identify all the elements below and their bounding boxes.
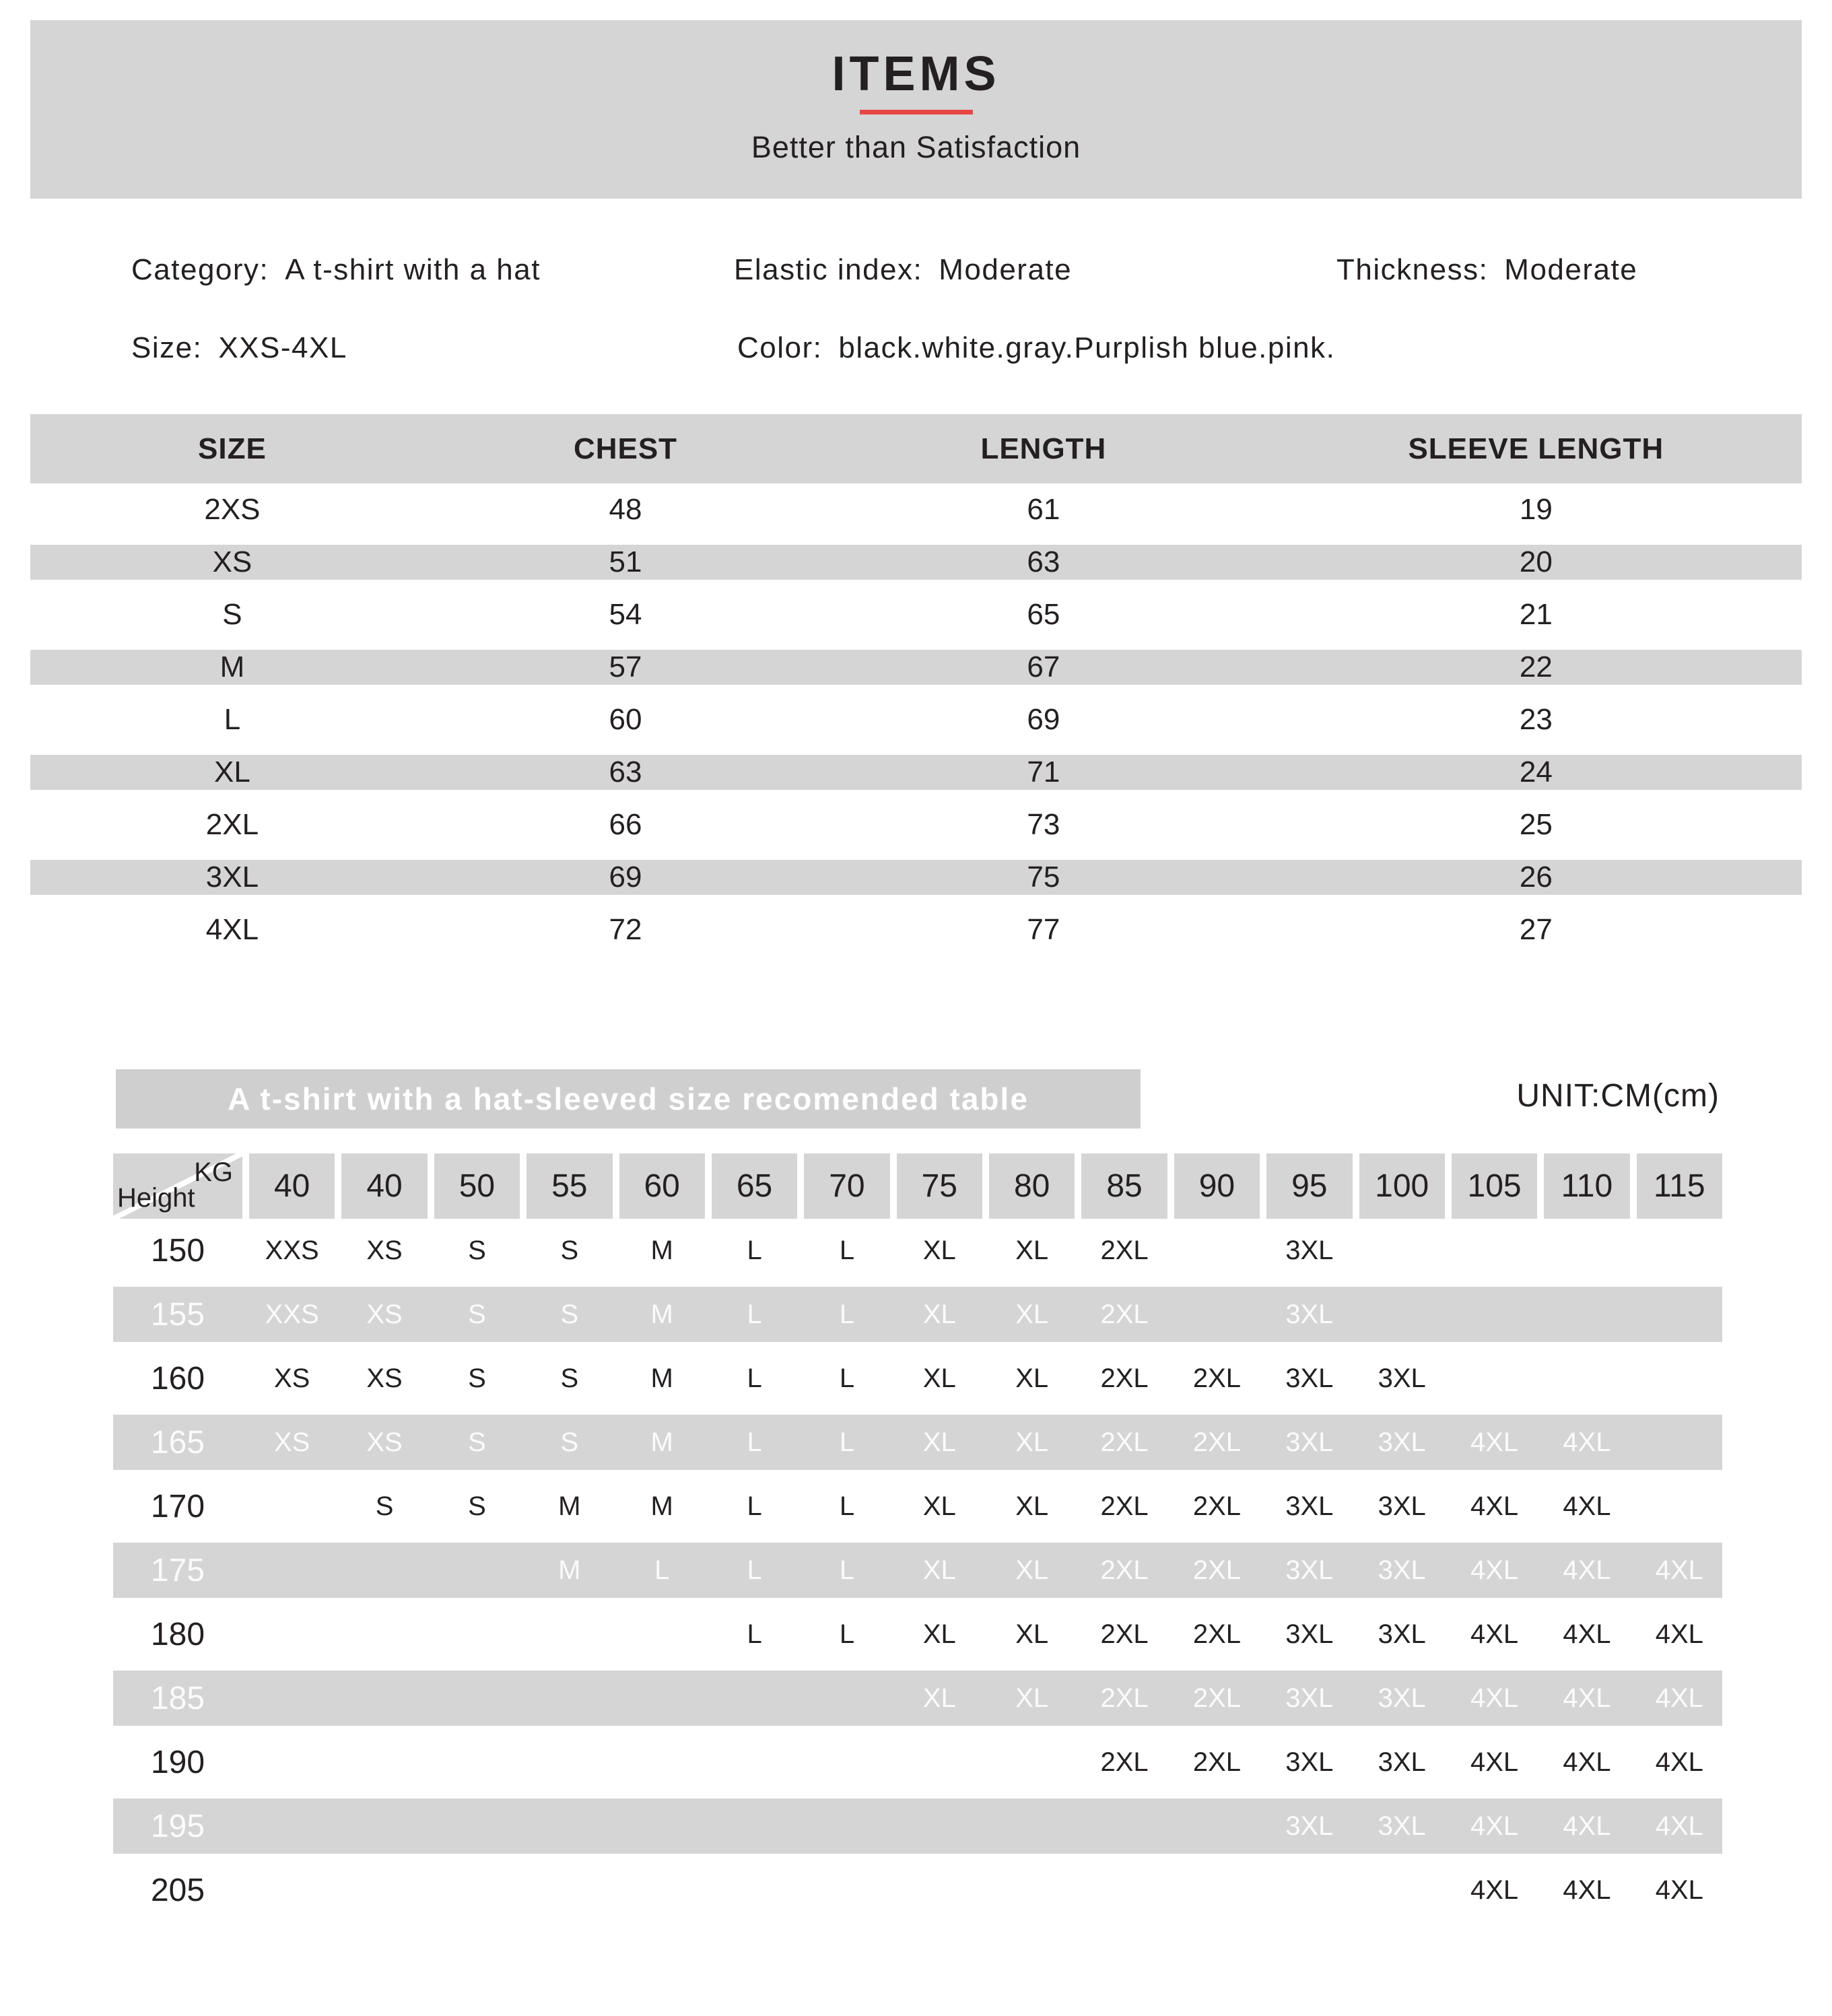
recommend-size-cell: S <box>468 1491 486 1521</box>
size-table-row <box>30 851 1802 904</box>
recommend-size-cell: 2XL <box>1100 1619 1149 1649</box>
recommend-size-cell: 2XL <box>1100 1364 1149 1393</box>
recommend-size-cell <box>1544 1347 1629 1411</box>
recommend-size-cell: 3XL <box>1378 1811 1426 1841</box>
recommend-size-cell: XL <box>1015 1619 1049 1649</box>
recommend-size-cell: M <box>650 1364 673 1393</box>
recommend-size-cell: S <box>560 1236 579 1265</box>
recommend-size-cell: 2XL <box>1192 1747 1242 1777</box>
recommend-size-cell: S <box>560 1299 579 1329</box>
recommend-size-cell <box>804 1858 889 1922</box>
recommend-size-cell: 4XL <box>1655 1747 1703 1777</box>
height-cell: 195 <box>150 1808 205 1844</box>
recommend-size-cell: XL <box>1015 1491 1049 1521</box>
info-size <box>131 331 347 365</box>
recommend-size-cell <box>619 1603 705 1667</box>
recommend-size-cell: 4XL <box>1563 1875 1611 1905</box>
size-table-col-chest: CHEST <box>573 432 678 465</box>
recommend-size-cell <box>1174 1287 1260 1342</box>
info-thickness-label: Thickness: <box>1336 253 1489 286</box>
recommend-size-cell <box>712 1799 797 1854</box>
recommend-size-cell: 3XL <box>1285 1555 1334 1585</box>
recommend-size-cell: 3XL <box>1285 1811 1334 1841</box>
recommend-size-cell: 4XL <box>1563 1747 1611 1777</box>
recommend-size-cell: 3XL <box>1378 1555 1426 1585</box>
recommend-size-cell: 4XL <box>1655 1875 1703 1905</box>
recommend-size-cell <box>619 1858 705 1922</box>
recommend-table-row <box>113 1283 1722 1347</box>
weight-header-cell: 75 <box>897 1153 982 1219</box>
recommend-size-cell <box>434 1799 520 1854</box>
size-table-col-length: LENGTH <box>980 432 1107 465</box>
size-table-cell: 3XL <box>205 861 259 894</box>
size-table-cell: 66 <box>609 808 642 841</box>
recommend-size-cell <box>712 1858 797 1922</box>
recommend-size-cell: 4XL <box>1563 1683 1611 1713</box>
size-table-cell: 25 <box>1519 808 1553 841</box>
size-table-cell: XS <box>212 545 252 578</box>
recommend-size-cell: XL <box>922 1491 956 1521</box>
size-table-col-size: SIZE <box>198 432 267 465</box>
recommend-size-cell: 2XL <box>1192 1555 1242 1585</box>
recommend-size-cell: XL <box>1015 1364 1049 1393</box>
recommend-size-cell <box>341 1799 427 1854</box>
recommend-size-cell: 3XL <box>1285 1619 1334 1649</box>
recommend-table-row <box>113 1219 1722 1283</box>
recommend-size-cell <box>1359 1858 1445 1922</box>
weight-header-cell: 115 <box>1637 1153 1722 1219</box>
height-cell: 150 <box>150 1233 205 1269</box>
recommend-size-cell: 2XL <box>1100 1747 1149 1777</box>
size-table-col-sleeve: SLEEVE LENGTH <box>1408 432 1664 465</box>
recommend-size-cell <box>897 1799 982 1854</box>
recommend-size-cell <box>341 1603 427 1667</box>
size-table-cell: 73 <box>1027 808 1060 841</box>
weight-header-cell: 105 <box>1452 1153 1537 1219</box>
recommend-size-cell: XL <box>1015 1236 1049 1265</box>
size-table-row <box>30 589 1802 641</box>
recommend-size-cell: 2XL <box>1192 1364 1242 1393</box>
recommend-size-cell: 4XL <box>1470 1683 1519 1713</box>
recommend-size-cell: S <box>468 1364 486 1393</box>
recommend-size-cell: M <box>650 1299 673 1329</box>
recommend-size-cell <box>1359 1287 1445 1342</box>
recommend-size-cell: M <box>650 1236 673 1265</box>
size-table-cell: 71 <box>1027 755 1060 788</box>
size-table-header <box>30 414 1802 483</box>
recommend-size-cell: XXS <box>265 1299 319 1329</box>
size-table-cell: 61 <box>1027 493 1060 526</box>
size-table-body <box>30 483 1802 956</box>
weight-header-cell: 65 <box>712 1153 797 1219</box>
recommend-size-cell <box>1637 1219 1722 1283</box>
weight-header-cell: 80 <box>989 1153 1075 1219</box>
recommend-size-cell: XS <box>366 1364 403 1393</box>
title-underline <box>860 110 973 114</box>
recommend-table-row <box>113 1667 1722 1731</box>
recommend-size-cell <box>1081 1858 1167 1922</box>
recommend-size-cell: 3XL <box>1378 1427 1426 1457</box>
recommend-size-cell <box>1637 1347 1722 1411</box>
recommend-size-cell <box>249 1475 335 1539</box>
recommend-size-cell <box>989 1799 1075 1854</box>
size-table-cell: 60 <box>609 703 642 736</box>
hero-banner <box>30 20 1802 199</box>
recommend-size-cell <box>341 1543 427 1598</box>
recommend-size-cell <box>1359 1219 1445 1283</box>
recommend-size-cell <box>341 1731 427 1794</box>
recommend-size-cell: 2XL <box>1100 1236 1149 1265</box>
recommend-size-cell <box>1637 1415 1722 1470</box>
info-size-value: XXS-4XL <box>218 331 347 364</box>
size-table-cell: 67 <box>1027 650 1060 683</box>
recommend-size-cell <box>1174 1799 1260 1854</box>
size-table-cell: 65 <box>1027 598 1060 631</box>
size-table-cell: 2XS <box>204 493 261 526</box>
recommend-table-row <box>113 1475 1722 1539</box>
size-table-row <box>30 746 1802 799</box>
recommend-size-cell: M <box>558 1555 581 1585</box>
size-table-row <box>30 536 1802 589</box>
size-table-cell: 48 <box>609 493 642 526</box>
recommend-size-cell: L <box>839 1299 855 1329</box>
size-table-cell: 51 <box>609 545 642 578</box>
recommend-size-cell: 2XL <box>1100 1491 1149 1521</box>
info-thickness-value: Moderate <box>1504 253 1638 286</box>
recommend-table-row <box>113 1411 1722 1475</box>
size-table-cell: 75 <box>1027 861 1060 894</box>
recommend-table-title: A t-shirt with a hat-sleeved size recomended table <box>228 1081 1029 1116</box>
size-table <box>30 414 1802 956</box>
recommend-table-body <box>113 1219 1722 1922</box>
recommend-size-cell: L <box>839 1427 855 1457</box>
recommend-size-cell <box>249 1543 335 1598</box>
recommend-size-cell <box>249 1799 335 1854</box>
recommend-size-cell: S <box>375 1491 394 1521</box>
size-table-cell: 23 <box>1519 703 1553 736</box>
page-subtitle: Better than Satisfaction <box>751 130 1081 164</box>
size-table-cell: 19 <box>1519 493 1553 526</box>
recommend-size-cell <box>341 1671 427 1726</box>
size-table-cell: 72 <box>609 913 642 946</box>
size-table-cell: 63 <box>1027 545 1060 578</box>
recommend-size-cell <box>712 1671 797 1726</box>
recommend-table-row <box>113 1794 1722 1858</box>
weight-header-cell: 90 <box>1174 1153 1260 1219</box>
recommend-size-cell <box>1452 1219 1537 1283</box>
recommend-size-cell <box>434 1731 520 1794</box>
recommend-table-row <box>113 1603 1722 1667</box>
size-table-cell: XL <box>214 755 250 788</box>
recommend-size-cell: L <box>839 1619 855 1649</box>
recommend-size-cell <box>804 1731 889 1794</box>
height-cell: 180 <box>150 1617 205 1652</box>
recommend-size-cell <box>527 1858 612 1922</box>
recommend-size-cell <box>527 1603 612 1667</box>
recommend-size-cell: XL <box>1015 1299 1049 1329</box>
recommend-size-cell <box>341 1858 427 1922</box>
recommend-size-cell: 3XL <box>1378 1619 1426 1649</box>
recommend-size-cell: 4XL <box>1470 1427 1519 1457</box>
recommend-size-cell: XL <box>922 1683 956 1713</box>
info-color-value: black.white.gray.Purplish blue.pink. <box>838 331 1336 364</box>
recommend-size-cell: L <box>839 1236 855 1265</box>
recommend-size-cell <box>1637 1475 1722 1539</box>
recommend-size-cell: 2XL <box>1192 1619 1242 1649</box>
unit-label: UNIT:CM(cm) <box>1516 1078 1720 1114</box>
recommend-size-cell <box>712 1731 797 1794</box>
recommend-size-cell: L <box>747 1364 762 1393</box>
recommend-size-cell: 4XL <box>1563 1427 1611 1457</box>
recommend-table-row <box>113 1539 1722 1603</box>
size-table-row <box>30 641 1802 694</box>
size-table-cell: 20 <box>1519 545 1553 578</box>
recommend-size-cell: M <box>650 1491 673 1521</box>
recommend-size-cell <box>1266 1858 1352 1922</box>
weight-header-cell: 60 <box>619 1153 705 1219</box>
recommend-size-cell: L <box>747 1491 762 1521</box>
recommend-size-cell: S <box>468 1236 486 1265</box>
size-table-cell: 57 <box>609 650 642 683</box>
recommend-size-cell: L <box>839 1364 855 1393</box>
recommend-size-cell <box>619 1731 705 1794</box>
recommend-size-cell: 3XL <box>1285 1683 1334 1713</box>
recommend-size-cell: 4XL <box>1470 1747 1519 1777</box>
recommend-table <box>113 1153 1722 1922</box>
recommend-size-cell <box>619 1799 705 1854</box>
recommend-size-cell <box>1174 1858 1260 1922</box>
recommend-size-cell: 4XL <box>1563 1619 1611 1649</box>
recommend-size-cell: XL <box>922 1236 956 1265</box>
weight-header-cell: 95 <box>1266 1153 1352 1219</box>
info-elastic-value: Moderate <box>939 253 1073 286</box>
weight-header-cell: 100 <box>1359 1153 1445 1219</box>
recommend-size-cell: 3XL <box>1285 1236 1334 1265</box>
recommend-size-cell: L <box>654 1555 670 1585</box>
recommend-size-cell: S <box>468 1299 486 1329</box>
recommend-size-cell: L <box>747 1427 762 1457</box>
recommend-size-cell: XS <box>366 1427 403 1457</box>
recommend-size-cell <box>804 1671 889 1726</box>
recommend-size-cell <box>897 1858 982 1922</box>
recommend-size-cell <box>249 1858 335 1922</box>
recommend-table-row <box>113 1347 1722 1411</box>
recommend-size-cell: 4XL <box>1470 1811 1519 1841</box>
recommend-size-cell <box>434 1543 520 1598</box>
info-color-label: Color: <box>737 331 823 364</box>
recommend-size-cell <box>1174 1219 1260 1283</box>
recommend-size-cell: 3XL <box>1285 1364 1334 1393</box>
recommend-size-cell: 2XL <box>1100 1683 1149 1713</box>
recommend-size-cell: 2XL <box>1192 1491 1242 1521</box>
page-title: ITEMS <box>832 47 1000 101</box>
recommend-size-cell: L <box>747 1299 762 1329</box>
recommend-size-cell: 3XL <box>1285 1299 1334 1329</box>
recommend-size-cell <box>527 1671 612 1726</box>
weight-header-cell: 55 <box>527 1153 612 1219</box>
size-table-cell: 21 <box>1519 598 1553 631</box>
recommend-size-cell <box>527 1799 612 1854</box>
recommend-size-cell: XS <box>366 1299 403 1329</box>
recommend-size-cell: 4XL <box>1563 1811 1611 1841</box>
corner-height-label: Height <box>117 1183 195 1213</box>
height-cell: 175 <box>150 1552 205 1588</box>
size-table-cell: 4XL <box>205 913 259 946</box>
recommend-size-cell: XL <box>922 1555 956 1585</box>
recommend-size-cell: XL <box>922 1427 956 1457</box>
size-table-cell: 26 <box>1519 861 1553 894</box>
recommend-size-cell: 4XL <box>1563 1555 1611 1585</box>
recommend-size-cell: S <box>468 1427 486 1457</box>
recommend-size-cell: XXS <box>265 1236 319 1265</box>
size-table-cell: 27 <box>1519 913 1553 946</box>
recommend-size-cell: 2XL <box>1100 1555 1149 1585</box>
size-table-cell: 2XL <box>205 808 259 841</box>
height-cell: 170 <box>150 1489 205 1524</box>
height-cell: 155 <box>150 1296 205 1333</box>
recommend-size-cell: XL <box>1015 1427 1049 1457</box>
recommend-size-cell: XS <box>274 1364 310 1393</box>
height-cell: 185 <box>150 1680 205 1716</box>
recommend-size-cell: 4XL <box>1655 1555 1703 1585</box>
recommend-table-header <box>113 1153 1722 1219</box>
recommend-size-cell <box>989 1731 1075 1794</box>
recommend-size-cell: 4XL <box>1470 1555 1519 1585</box>
recommend-size-cell <box>249 1603 335 1667</box>
size-table-row <box>30 799 1802 851</box>
recommend-size-cell <box>1544 1219 1629 1283</box>
size-table-cell: 69 <box>1027 703 1060 736</box>
recommend-size-cell: XS <box>366 1236 403 1265</box>
size-table-cell: S <box>222 598 242 631</box>
recommend-size-cell <box>249 1731 335 1794</box>
recommend-size-cell: 2XL <box>1192 1427 1242 1457</box>
weight-header-cell: 50 <box>434 1153 520 1219</box>
height-cell: 165 <box>150 1424 205 1460</box>
recommend-size-cell: 4XL <box>1470 1875 1519 1905</box>
weight-header-cell: 70 <box>804 1153 889 1219</box>
size-table-row <box>30 904 1802 956</box>
recommend-size-cell: 4XL <box>1470 1491 1519 1521</box>
size-table-cell: 63 <box>609 755 642 788</box>
size-table-cell: 24 <box>1519 755 1553 788</box>
info-size-label: Size: <box>131 331 203 364</box>
weight-header-cell: 85 <box>1081 1153 1167 1219</box>
size-table-cell: 54 <box>609 598 642 631</box>
info-category <box>131 253 541 287</box>
info-category-value: A t-shirt with a hat <box>285 253 541 286</box>
recommend-size-cell: XL <box>922 1299 956 1329</box>
recommend-size-cell: XL <box>1015 1683 1049 1713</box>
recommend-size-cell: L <box>747 1236 762 1265</box>
recommend-size-cell: XL <box>1015 1555 1049 1585</box>
recommend-size-cell: 2XL <box>1192 1683 1242 1713</box>
recommend-size-cell <box>1081 1799 1167 1854</box>
recommend-size-cell: M <box>558 1491 581 1521</box>
recommend-size-cell: 4XL <box>1655 1811 1703 1841</box>
corner-cell <box>113 1153 242 1219</box>
recommend-size-cell <box>434 1603 520 1667</box>
recommend-size-cell: S <box>560 1364 579 1393</box>
info-thickness <box>1336 253 1637 287</box>
recommend-size-cell: 2XL <box>1100 1427 1149 1457</box>
recommend-size-cell <box>434 1858 520 1922</box>
recommend-size-cell: L <box>839 1491 855 1521</box>
info-color <box>737 331 1335 365</box>
recommend-size-cell: L <box>747 1555 762 1585</box>
info-category-label: Category: <box>131 253 269 286</box>
recommend-size-cell <box>804 1799 889 1854</box>
recommend-size-cell <box>1452 1347 1537 1411</box>
info-elastic-label: Elastic index: <box>734 253 923 286</box>
recommend-size-cell <box>434 1671 520 1726</box>
recommend-size-cell: M <box>650 1427 673 1457</box>
recommend-size-cell: XS <box>274 1427 310 1457</box>
recommend-size-cell: 3XL <box>1285 1747 1334 1777</box>
recommend-size-cell: 3XL <box>1378 1364 1426 1393</box>
height-cell: 205 <box>150 1873 205 1908</box>
recommend-size-cell: XL <box>922 1619 956 1649</box>
recommend-size-cell: S <box>560 1427 579 1457</box>
recommend-size-cell <box>989 1858 1075 1922</box>
recommend-size-cell: 2XL <box>1100 1299 1149 1329</box>
weight-header-cell: 40 <box>249 1153 335 1219</box>
recommend-size-cell: 3XL <box>1285 1427 1334 1457</box>
recommend-size-cell <box>897 1731 982 1794</box>
recommend-size-cell: 3XL <box>1378 1683 1426 1713</box>
size-table-cell: 77 <box>1027 913 1060 946</box>
recommend-size-cell <box>619 1671 705 1726</box>
corner-kg-label: KG <box>194 1157 233 1187</box>
info-elastic <box>734 253 1072 287</box>
recommend-table-row <box>113 1731 1722 1794</box>
recommend-size-cell: 4XL <box>1470 1619 1519 1649</box>
recommend-size-cell: 3XL <box>1378 1491 1426 1521</box>
recommend-size-cell <box>1452 1287 1537 1342</box>
recommend-size-cell: 4XL <box>1563 1491 1611 1521</box>
recommend-size-cell <box>249 1671 335 1726</box>
size-table-row <box>30 694 1802 746</box>
weight-header-cell: 40 <box>341 1153 427 1219</box>
size-table-cell: L <box>224 703 241 736</box>
recommend-table-row <box>113 1858 1722 1922</box>
size-table-cell: 69 <box>609 861 642 894</box>
recommend-size-cell: 3XL <box>1378 1747 1426 1777</box>
size-table-cell: M <box>219 650 245 683</box>
recommend-size-cell: 3XL <box>1285 1491 1334 1521</box>
size-table-row <box>30 483 1802 536</box>
recommend-size-cell: 4XL <box>1655 1619 1703 1649</box>
recommend-size-cell: L <box>747 1619 762 1649</box>
recommend-size-cell <box>527 1731 612 1794</box>
recommend-size-cell <box>1637 1287 1722 1342</box>
recommend-size-cell <box>1544 1287 1629 1342</box>
height-cell: 190 <box>150 1745 205 1780</box>
recommend-size-cell: XL <box>922 1364 956 1393</box>
recommend-table-title-banner <box>116 1069 1141 1129</box>
recommend-size-cell: 4XL <box>1655 1683 1703 1713</box>
recommend-size-cell: L <box>839 1555 855 1585</box>
height-cell: 160 <box>150 1361 205 1397</box>
weight-header-cell: 110 <box>1544 1153 1629 1219</box>
size-table-cell: 22 <box>1519 650 1553 683</box>
